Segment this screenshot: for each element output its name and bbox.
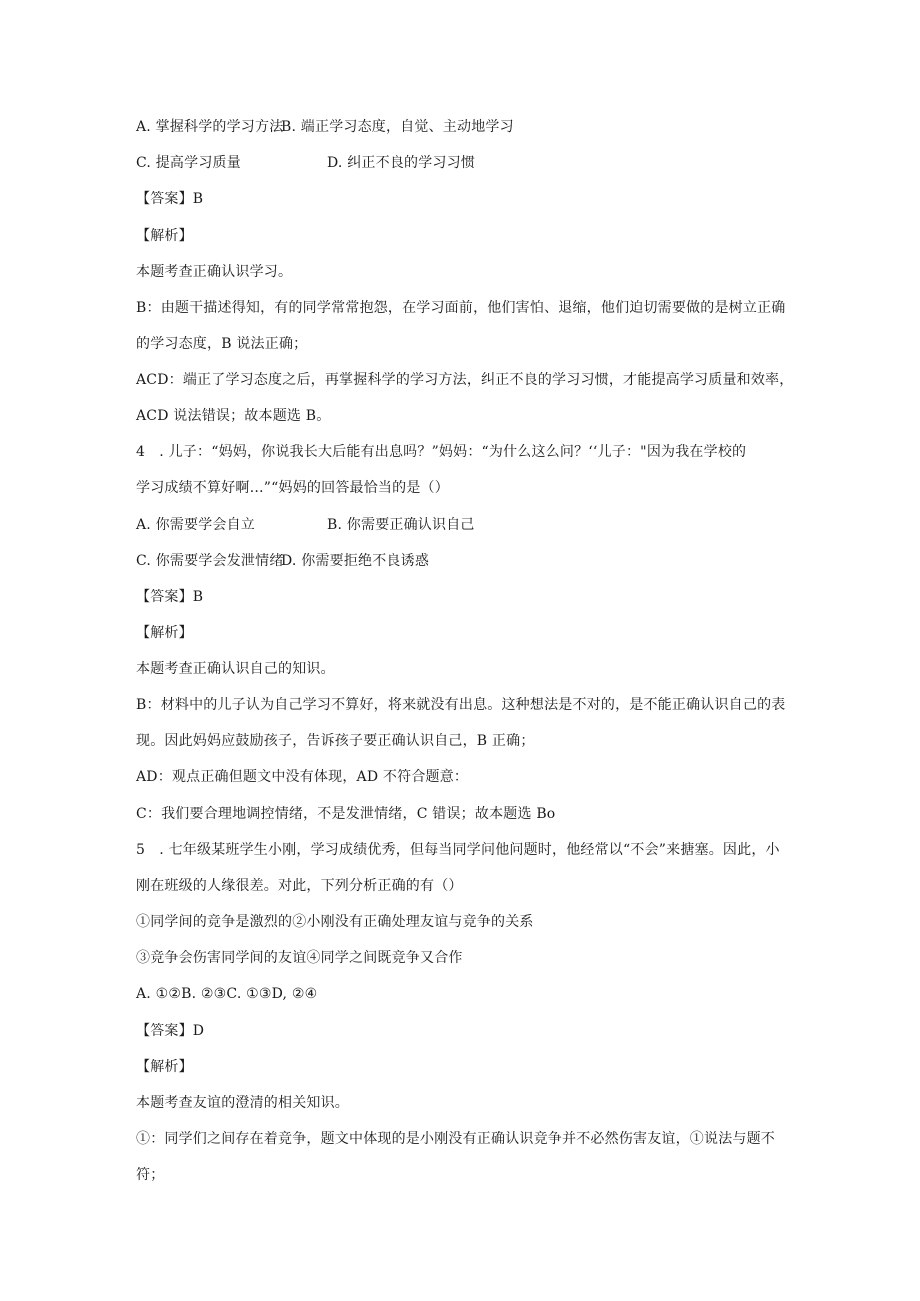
q3-options-row-1 <box>136 117 786 137</box>
q3-acd-explanation-line-2: ACD 说法错误；故本题选 B。 <box>136 408 331 424</box>
q4-c-explanation: C：我们要合理地调控情绪，不是发泄情绪，C 错误；故本题选 Bo <box>136 806 556 822</box>
q4-option-a: A. 你需要学会自立 <box>136 517 256 533</box>
q3-analysis-heading: 【解析】 <box>136 228 193 244</box>
q4-option-c: C. 你需要学会发泄情绪 <box>136 553 284 569</box>
q3-options-row-2 <box>136 153 786 173</box>
q4-option-b: B. 你需要正确认识自己 <box>327 517 475 533</box>
q4-topic: 本题考查正确认识自己的知识。 <box>136 661 335 677</box>
q4-answer: 【答案】B <box>136 589 204 605</box>
q5-stem-line-1: 5 . 七年级某班学生小刚，学习成绩优秀，但每当同学问他问题时，他经常以“不会”来搪塞。因此，小 <box>136 842 780 858</box>
q5-topic: 本题考查友谊的澄清的相关知识。 <box>136 1095 349 1111</box>
q5-statements-line-1: ①同学间的竞争是激烈的②小刚没有正确处理友谊与竞争的关系 <box>136 914 534 930</box>
q3-acd-explanation-line-1: ACD：端正了学习态度之后，再掌握科学的学习方法，纠正不良的学习习惯，才能提高学习质量和效率， <box>136 372 794 388</box>
q5-statement-1-explanation-line-1: ①：同学们之间存在着竞争，题文中体现的是小刚没有正确认识竞争并不必然伤害友谊，①说法与题不 <box>136 1131 775 1147</box>
q5-options: A. ①②B. ②③C. ①③D, ②④ <box>136 986 318 1002</box>
q3-option-b: B. 端正学习态度，自觉、主动地学习 <box>281 119 514 135</box>
q5-stem-line-2: 刚在班级的人缘很差。对此，下列分析正确的有（） <box>136 878 463 894</box>
q3-b-explanation-line-1: B：由题干描述得知，有的同学常常抱怨，在学习面前，他们害怕、退缩，他们迫切需要做的是树立正确 <box>136 300 786 316</box>
q5-statement-1-explanation-line-2: 符； <box>136 1167 165 1183</box>
q4-option-d: D. 你需要拒绝不良诱惑 <box>281 553 430 569</box>
q4-options-row-2 <box>136 551 786 571</box>
q5-statements-line-2: ③竞争会伤害同学间的友谊④同学之间既竞争又合作 <box>136 950 463 966</box>
q4-ad-explanation: AD：观点正确但题文中没有体现，AD 不符合题意： <box>136 769 469 785</box>
q4-analysis-heading: 【解析】 <box>136 625 193 641</box>
q4-b-explanation-line-2: 现。因此妈妈应鼓励孩子，告诉孩子要正确认识自己，B 正确； <box>136 733 535 749</box>
q4-stem-line-2: 学习成绩不算好啊…”“妈妈的回答最恰当的是（） <box>136 480 449 496</box>
q4-stem-line-1: 4 . 儿子：“妈妈，你说我长大后能有出息吗？”妈妈：“为什么这么问？‘‘儿子："因为我在学校的 <box>136 444 747 460</box>
q3-option-c: C. 提高学习质量 <box>136 155 241 171</box>
q3-topic: 本题考查正确认识学习。 <box>136 264 293 280</box>
q5-answer: 【答案】D <box>136 1023 205 1039</box>
q5-analysis-heading: 【解析】 <box>136 1059 193 1075</box>
q3-option-a: A. 掌握科学的学习方法 <box>136 119 284 135</box>
q3-b-explanation-line-2: 的学习态度，B 说法正确； <box>136 336 308 352</box>
q3-answer: 【答案】B <box>136 191 204 207</box>
q4-b-explanation-line-1: B：材料中的儿子认为自己学习不算好，将来就没有出息。这种想法是不对的，是不能正确认识自己的表 <box>136 697 786 713</box>
q3-option-d: D. 纠正不良的学习习惯 <box>327 155 476 171</box>
q4-options-row-1 <box>136 515 786 535</box>
